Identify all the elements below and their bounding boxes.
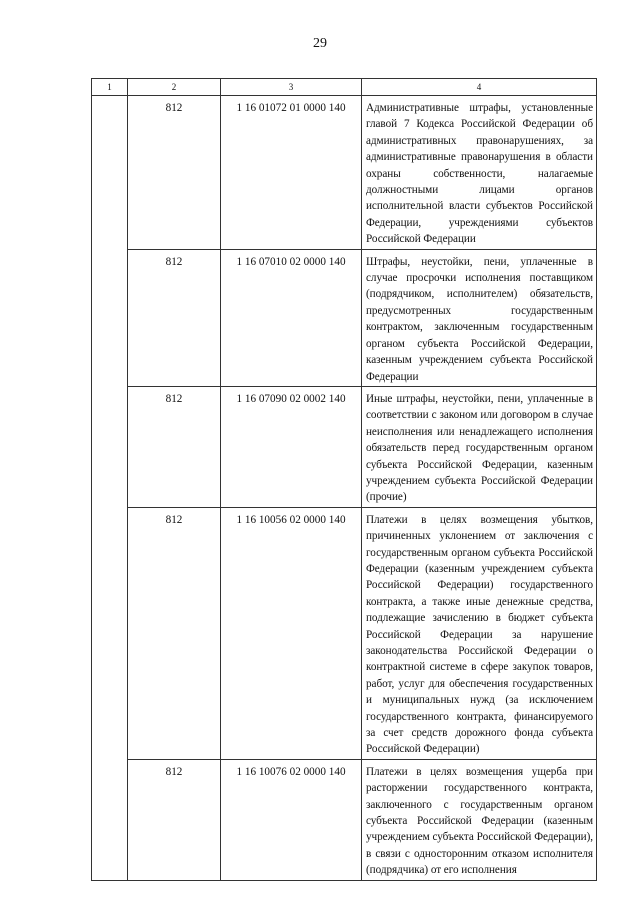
revenue-code-cell: 1 16 07090 02 0002 140 <box>221 386 362 507</box>
empty-cell <box>92 96 128 881</box>
table-header-row <box>92 79 597 96</box>
revenue-code-cell: 1 16 10056 02 0000 140 <box>221 507 362 759</box>
revenue-code-cell: 1 16 01072 01 0000 140 <box>221 96 362 250</box>
column-header-3: 3 <box>221 79 362 96</box>
description-cell: Административные штрафы, установленные главой 7 Кодекса Российской Федерации об административных правонарушениях, за административные правонарушения в области охраны собственности, налагаемые должностными лицами органов исполнительной власти субъектов Российской Федерации, учреждениями субъектов Российской Федерации <box>362 96 597 250</box>
admin-code-cell: 812 <box>128 386 221 507</box>
table-row <box>92 249 597 386</box>
description-cell: Платежи в целях возмещения ущерба при расторжении государственного контракта, заключенного с государственным органом субъекта Российской Федерации (казенным учреждением субъекта Российской Федерации), в связи с односторонним отказом исполнителя (подрядчика) от его исполнения <box>362 759 597 880</box>
table-row <box>92 96 597 250</box>
table-row <box>92 386 597 507</box>
description-cell: Иные штрафы, неустойки, пени, уплаченные в соответствии с законом или договором в случае неисполнения или ненадлежащего исполнения обязательств перед государственным органом субъекта Российской Федерации, казенным учреждением субъекта Российской Федерации (прочие) <box>362 386 597 507</box>
admin-code-cell: 812 <box>128 96 221 250</box>
revenue-codes-table <box>91 78 597 881</box>
admin-code-cell: 812 <box>128 759 221 880</box>
description-cell: Штрафы, неустойки, пени, уплаченные в случае просрочки исполнения поставщиком (подрядчиком, исполнителем) обязательств, предусмотренных государственным контрактом, заключенным государственным органом субъекта Российской Федерации, казенным учреждением субъекта Российской Федерации <box>362 249 597 386</box>
admin-code-cell: 812 <box>128 507 221 759</box>
column-header-4: 4 <box>362 79 597 96</box>
page-number: 29 <box>313 36 327 51</box>
table-row <box>92 507 597 759</box>
column-header-2: 2 <box>128 79 221 96</box>
revenue-code-cell: 1 16 07010 02 0000 140 <box>221 249 362 386</box>
column-header-1: 1 <box>92 79 128 96</box>
table-row <box>92 759 597 880</box>
description-cell: Платежи в целях возмещения убытков, причиненных уклонением от заключения с государственным органом субъекта Российской Федерации (казенным учреждением субъекта Российской Федерации) государственного контракта, а также иные денежные средства, подлежащие зачислению в бюджет субъекта Российской Федерации за нарушение законодательства Российской Федерации о контрактной системе в сфере закупок товаров, работ, услуг для обеспечения государственных и муниципальных нужд (за исключением государственного контракта, финансируемого за счет средств дорожного фонда субъекта Российской Федерации) <box>362 507 597 759</box>
revenue-code-cell: 1 16 10076 02 0000 140 <box>221 759 362 880</box>
admin-code-cell: 812 <box>128 249 221 386</box>
